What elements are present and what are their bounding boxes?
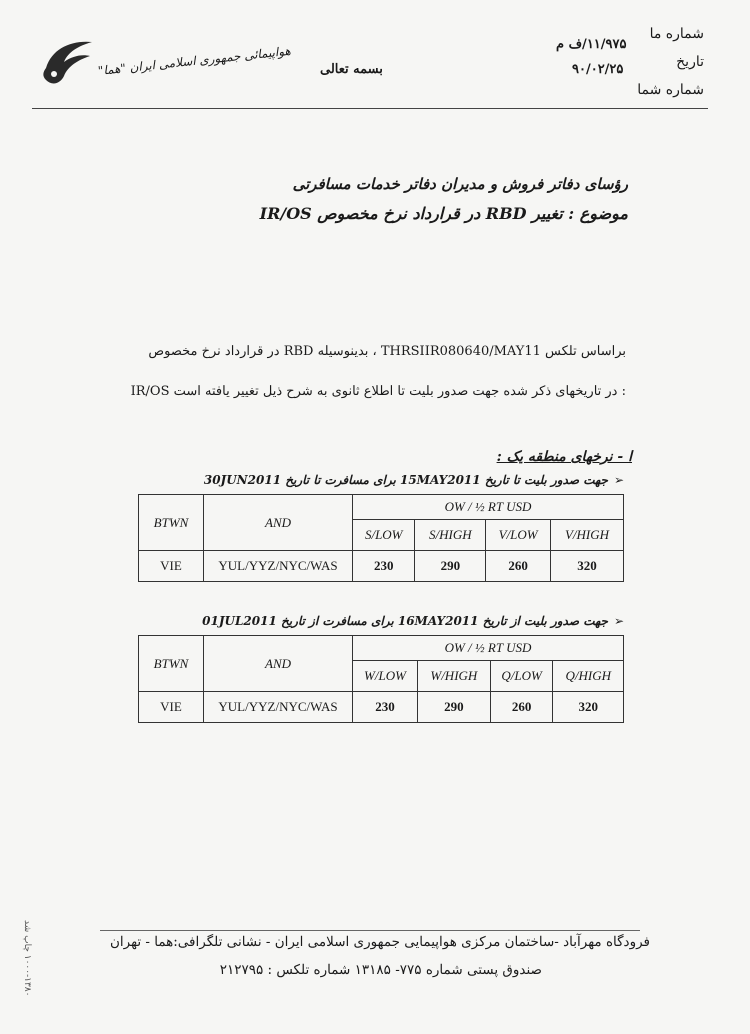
- btwn-header: BTWN: [139, 636, 204, 692]
- and-header: AND: [204, 636, 353, 692]
- homa-logo-icon: [38, 34, 96, 94]
- logo-caption: هواپیمائی جمهوری اسلامی ایران "هما": [97, 43, 292, 78]
- fare-cell: 320: [553, 692, 624, 723]
- and-cell: YUL/YYZ/NYC/WAS: [204, 551, 353, 582]
- fare-header: OW / ½ RT USD: [353, 636, 624, 661]
- fare-cell: 260: [486, 551, 551, 582]
- class-header: W/LOW: [353, 661, 418, 692]
- fare-cell: 260: [490, 692, 553, 723]
- table-1-caption-text: جهت صدور بلیت تا تاریخ 15MAY2011 برای مسافرت تا تاریخ 30JUN2011: [203, 473, 608, 487]
- body-paragraph-1: براساس تلکس THRSIIR080640/MAY11 ، بدینوسیله RBD در قرارداد نرخ مخصوص: [148, 344, 626, 359]
- btwn-cell: VIE: [139, 692, 204, 723]
- footer-contact: صندوق پستی شماره ۷۷۵- ۱۳۱۸۵ شماره تلکس : ۲۱۲۷۹۵: [219, 962, 542, 978]
- fare-cell: 290: [415, 551, 486, 582]
- header-divider: [32, 108, 708, 109]
- fare-cell: 230: [353, 551, 415, 582]
- bismillah: بسمه تعالی: [320, 62, 383, 77]
- fare-cell: 320: [550, 551, 623, 582]
- label-date: تاریخ: [676, 54, 704, 70]
- body-paragraph-2: IR/OS در تاریخهای ذکر شده جهت صدور بلیت تا اطلاع ثانوی به شرح ذیل تغییر یافته است :: [130, 384, 626, 399]
- form-code: ۱۰۰۰-۱۳۸۰ چاپ شد: [22, 920, 32, 997]
- label-our-number: شماره ما: [649, 26, 704, 42]
- arrow-bullet-icon: ➢: [613, 473, 624, 487]
- arrow-bullet-icon: ➢: [613, 614, 624, 628]
- class-header: Q/HIGH: [553, 661, 624, 692]
- class-header: S/LOW: [353, 520, 415, 551]
- class-header: V/HIGH: [550, 520, 623, 551]
- table-row: [139, 551, 624, 582]
- and-header: AND: [204, 495, 353, 551]
- table-2-caption: [202, 614, 624, 628]
- letter-date: ۹۰/۰۲/۲۵: [572, 62, 624, 77]
- fare-cell: 230: [353, 692, 418, 723]
- table-2-caption-text: جهت صدور بلیت از تاریخ 16MAY2011 برای مسافرت از تاریخ 01JUL2011: [202, 614, 608, 628]
- section-title: ا - نرخهای منطقه یک :: [496, 449, 632, 465]
- and-cell: YUL/YYZ/NYC/WAS: [204, 692, 353, 723]
- class-header: V/LOW: [486, 520, 551, 551]
- btwn-cell: VIE: [139, 551, 204, 582]
- recipients: رؤسای دفاتر فروش و مدیران دفاتر خدمات مسافرتی: [292, 175, 628, 193]
- class-header: W/HIGH: [418, 661, 491, 692]
- btwn-header: BTWN: [139, 495, 204, 551]
- letter-number: ۱۱/۹۷۵/ف م: [556, 37, 627, 52]
- class-header: Q/LOW: [490, 661, 553, 692]
- fare-cell: 290: [418, 692, 491, 723]
- footer-divider: [100, 930, 640, 931]
- table-row: [139, 692, 624, 723]
- footer-address: فرودگاه مهرآباد -ساختمان مرکزی هواپیمایی جمهوری اسلامی ایران - نشانی تلگرافی:هما - تهران: [109, 934, 650, 950]
- label-your-number: شماره شما: [637, 82, 704, 98]
- fare-header: OW / ½ RT USD: [353, 495, 624, 520]
- subject: موضوع : تغییر RBD در قرارداد نرخ مخصوص IR/OS: [259, 204, 628, 223]
- table-1-caption: [204, 473, 624, 487]
- fare-table-2: [138, 635, 624, 723]
- fare-table-1: [138, 494, 624, 582]
- class-header: S/HIGH: [415, 520, 486, 551]
